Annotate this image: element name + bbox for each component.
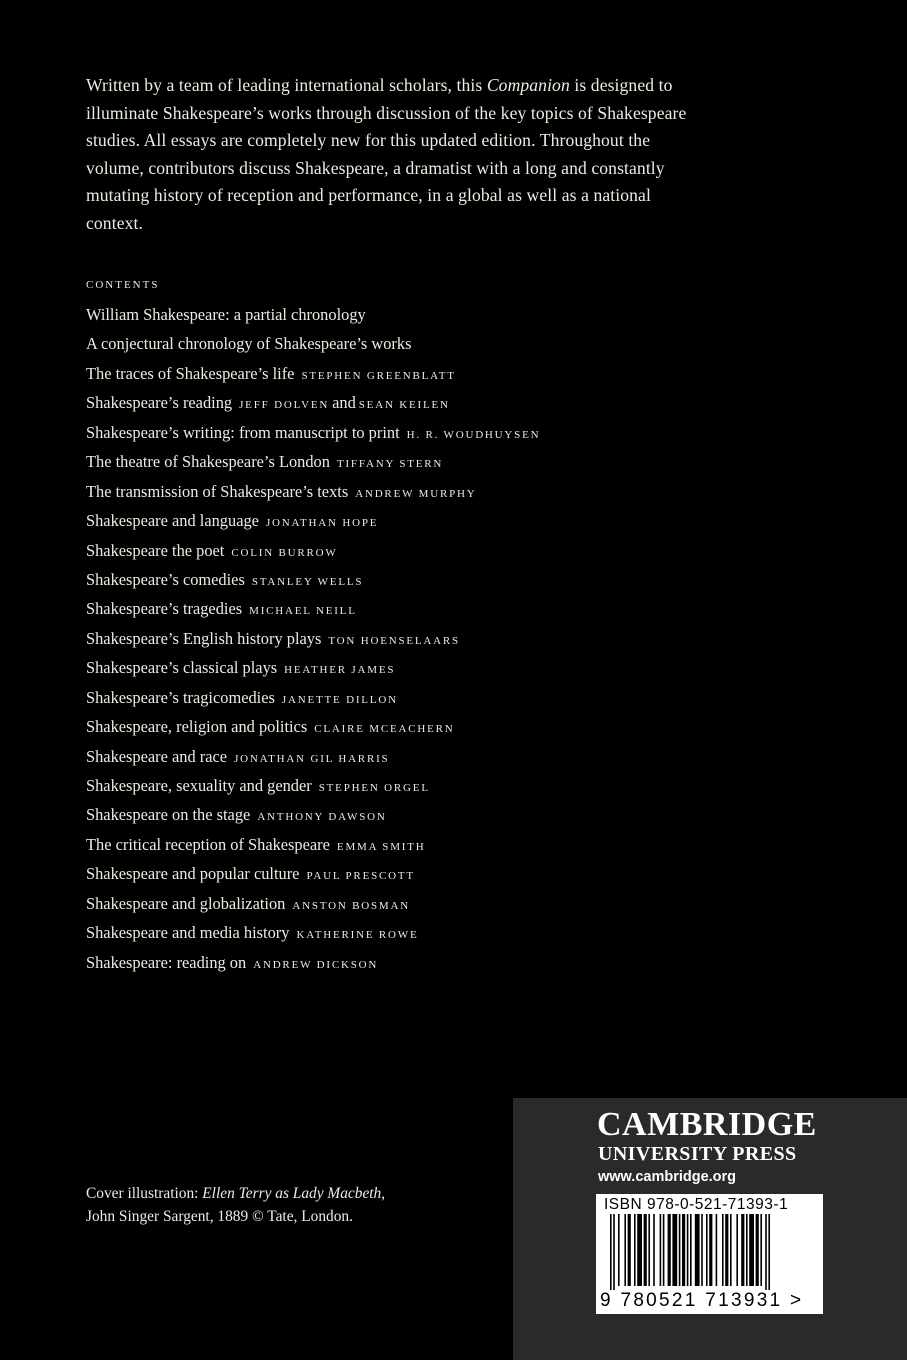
blurb-text-start: Written by a team of leading international scholars, this	[86, 75, 487, 95]
contents-item	[86, 832, 540, 861]
barcode-bar	[634, 1214, 636, 1286]
contents-item	[86, 802, 540, 831]
contents-item	[86, 626, 540, 655]
contents-item	[86, 861, 540, 890]
barcode-icon	[596, 1214, 823, 1292]
barcode-bar	[648, 1214, 650, 1286]
contents-item-author: STEPHEN ORGEL	[318, 782, 430, 794]
contents-item-title: Shakespeare’s English history plays	[86, 628, 322, 648]
barcode-bar	[709, 1214, 712, 1286]
cover-credit	[86, 1182, 385, 1228]
contents-item	[86, 361, 540, 390]
barcode-bar	[663, 1214, 665, 1286]
barcode-bar	[618, 1214, 620, 1286]
contents-item-title: Shakespeare’s comedies	[86, 569, 245, 589]
barcode-box	[596, 1194, 823, 1314]
contents-item	[86, 390, 540, 419]
contents-item-title: Shakespeare: reading on	[86, 952, 247, 972]
contents-item	[86, 920, 540, 949]
publisher-panel	[513, 1098, 907, 1360]
contents-item-title: Shakespeare’s reading	[86, 393, 233, 413]
contents-item	[86, 508, 540, 537]
barcode-bar	[687, 1214, 689, 1286]
publisher-name: CAMBRIDGE	[597, 1106, 817, 1143]
contents-item-author: MICHAEL NEILL	[249, 605, 357, 618]
contents-item	[86, 950, 540, 979]
barcode-bar	[746, 1214, 748, 1286]
barcode-bar	[672, 1214, 677, 1286]
contents-item-author: JONATHAN GIL HARRIS	[234, 752, 390, 765]
barcode-bar	[695, 1214, 700, 1286]
barcode-bar	[660, 1214, 662, 1286]
contents-item	[86, 773, 540, 802]
contents-item-author: CLAIRE MCEACHERN	[314, 723, 455, 736]
contents-item-title: The transmission of Shakespeare’s texts	[86, 481, 349, 501]
contents-item-author: STEPHEN GREENBLATT	[301, 369, 456, 382]
contents-item-title: The traces of Shakespeare’s life	[86, 363, 295, 383]
contents-item-title: Shakespeare’s tragicomedies	[86, 687, 275, 707]
contents-item-title: Shakespeare, religion and politics	[86, 717, 308, 737]
contents-item-author: KATHERINE ROWE	[296, 929, 419, 942]
contents-item-author: HEATHER JAMES	[284, 664, 396, 677]
contents-item-author: H. R. WOUDHUYSEN	[406, 428, 541, 441]
cover-credit-line-2: John Singer Sargent, 1889 © Tate, London.	[86, 1208, 353, 1225]
contents-item	[86, 596, 540, 625]
contents-item-title: A conjectural chronology of Shakespeare’s works	[86, 334, 412, 354]
contents-item-author: ANDREW MURPHY	[355, 487, 477, 500]
contents-heading: CONTENTS	[86, 279, 160, 291]
barcode-bar	[682, 1214, 685, 1286]
contents-item-author: ANSTON BOSMAN	[292, 899, 410, 912]
barcode-bar	[668, 1214, 671, 1286]
contents-item	[86, 685, 540, 714]
cover-credit-comma: ,	[381, 1185, 386, 1202]
contents-item	[86, 891, 540, 920]
barcode-bar	[644, 1214, 647, 1286]
contents-item-author: ANTHONY DAWSON	[257, 811, 387, 824]
contents-item	[86, 744, 540, 773]
contents-item-author: JEFF DOLVEN	[239, 399, 330, 412]
contents-item	[86, 302, 540, 331]
contents-item-author: TON HOENSELAARS	[328, 634, 460, 647]
contents-item	[86, 479, 540, 508]
barcode-bar	[760, 1214, 762, 1286]
barcode-bar	[706, 1214, 708, 1286]
contents-list	[86, 302, 540, 979]
contents-item-title: Shakespeare and globalization	[86, 893, 286, 913]
barcode-bar	[628, 1214, 631, 1286]
barcode-bar	[722, 1214, 724, 1286]
blurb-text-rest: is designed to illuminate Shakespeare’s works through discussion of the key topics of Shakespeare studies. All essays are completely new for this updated edition. Throughout the volume, contributors discuss Shakespeare, a dramatist with a long and constantly mutating history of reception and performance, in a global as well as a national context.	[86, 75, 687, 233]
contents-item-title: Shakespeare on the stage	[86, 805, 251, 825]
contents-item	[86, 420, 540, 449]
barcode-bar	[741, 1214, 744, 1286]
barcode-bar	[756, 1214, 759, 1286]
contents-item-title: Shakespeare and media history	[86, 923, 290, 943]
barcode-bar	[610, 1214, 612, 1290]
barcode-bar	[716, 1214, 718, 1286]
contents-item-title: Shakespeare and popular culture	[86, 864, 300, 884]
barcode-bar	[749, 1214, 754, 1286]
contents-item-author: PAUL PRESCOTT	[306, 870, 415, 883]
contents-item-author: STANLEY WELLS	[251, 575, 364, 588]
isbn-number: ISBN 978-0-521-71393-1	[604, 1196, 789, 1213]
contents-item	[86, 331, 540, 360]
contents-item-title: Shakespeare’s classical plays	[86, 658, 278, 678]
contents-item-title: Shakespeare and race	[86, 746, 228, 766]
contents-item-title: Shakespeare’s writing: from manuscript to print	[86, 422, 400, 442]
barcode-bar	[725, 1214, 728, 1286]
barcode-bar	[613, 1214, 615, 1290]
contents-item	[86, 567, 540, 596]
barcode-bar	[637, 1214, 642, 1286]
contents-item-author: EMMA SMITH	[336, 840, 426, 853]
cover-credit-label: Cover illustration:	[86, 1185, 203, 1202]
barcode-bar	[653, 1214, 655, 1286]
contents-item-title: The critical reception of Shakespeare	[86, 834, 330, 854]
barcode-bar	[701, 1214, 703, 1286]
contents-item-title: Shakespeare and language	[86, 511, 259, 531]
blurb-paragraph	[86, 72, 706, 238]
barcode-bar	[730, 1214, 732, 1286]
contents-item-author: TIFFANY STERN	[336, 458, 444, 471]
publisher-url: www.cambridge.org	[598, 1169, 737, 1185]
barcode-bar	[679, 1214, 681, 1286]
contents-item-title: Shakespeare’s tragedies	[86, 599, 243, 619]
contents-item-author: JANETTE DILLON	[281, 693, 398, 706]
publisher-press: UNIVERSITY PRESS	[598, 1143, 797, 1165]
cover-credit-line-1	[86, 1182, 385, 1205]
contents-item	[86, 538, 540, 567]
contents-item-title: The theatre of Shakespeare’s London	[86, 452, 330, 472]
contents-item-author: JONATHAN HOPE	[265, 517, 379, 530]
contents-item-and: and	[332, 393, 356, 413]
contents-item	[86, 449, 540, 478]
barcode-bar	[765, 1214, 767, 1290]
ean-digits: 9 780521 713931 >	[600, 1290, 804, 1311]
contents-item-title: William Shakespeare: a partial chronology	[86, 305, 366, 324]
contents-item	[86, 714, 540, 743]
contents-item-title: Shakespeare, sexuality and gender	[86, 776, 312, 795]
barcode-bar	[736, 1214, 738, 1286]
barcode-bar	[624, 1214, 626, 1286]
barcode-bar	[768, 1214, 770, 1290]
barcode-bar	[690, 1214, 692, 1286]
blurb-companion-italic: Companion	[486, 75, 570, 95]
contents-item-author: ANDREW DICKSON	[253, 958, 379, 971]
contents-item-author-2: SEAN KEILEN	[358, 399, 450, 412]
contents-item-author: COLIN BURROW	[231, 546, 338, 559]
contents-item-title: Shakespeare the poet	[86, 540, 225, 560]
cover-credit-title: Ellen Terry as Lady Macbeth	[202, 1185, 382, 1202]
contents-item	[86, 655, 540, 684]
blurb	[86, 72, 706, 238]
